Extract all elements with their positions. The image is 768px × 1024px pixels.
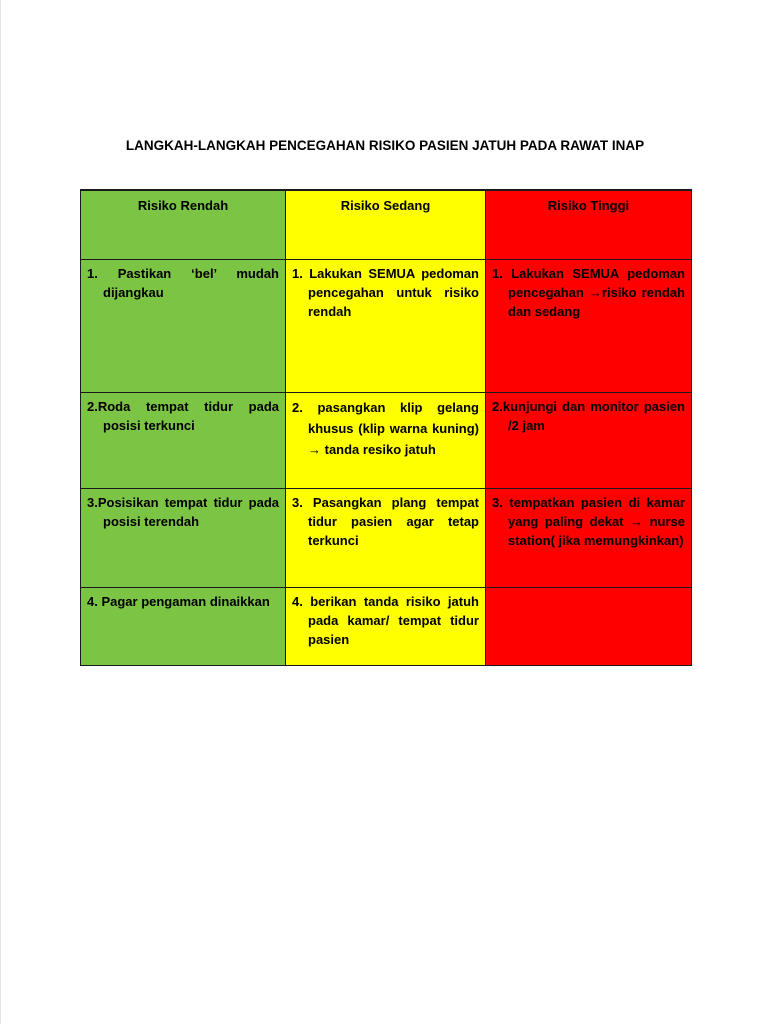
high-risk-step-1 [486, 259, 692, 392]
cell-text: 3. Pasangkan plang tempat tidur pasien agar tetap terkunci [292, 494, 479, 548]
cell-text: 3.Posisikan tempat tidur pada posisi terendah [87, 494, 279, 529]
table-row [81, 392, 692, 488]
low-risk-step-1 [81, 259, 286, 392]
header-medium-risk: Risiko Sedang [286, 190, 486, 259]
cell-text: 2.Roda tempat tidur pada posisi terkunci [87, 398, 279, 433]
table-row [81, 259, 692, 392]
document-title: LANGKAH-LANGKAH PENCEGAHAN RISIKO PASIEN JATUH PADA RAWAT INAP [125, 138, 645, 153]
header-low-risk: Risiko Rendah [81, 190, 286, 259]
fall-risk-table [80, 189, 692, 666]
table-row [81, 488, 692, 587]
low-risk-step-2 [81, 392, 286, 488]
cell-text: 4. berikan tanda risiko jatuh pada kamar/ tempat tidur pasien [292, 593, 479, 647]
low-risk-step-4 [81, 587, 286, 665]
cell-text: 1. Lakukan SEMUA pedoman pencegahan untuk risiko rendah [292, 265, 479, 319]
cell-text: 2.kunjungi dan monitor pasien /2 jam [492, 398, 685, 433]
cell-text: 1. Lakukan SEMUA pedoman pencegahan →risiko rendah dan sedang [492, 265, 685, 319]
table-row [81, 587, 692, 665]
high-risk-step-3 [486, 488, 692, 587]
low-risk-step-3 [81, 488, 286, 587]
medium-risk-step-1 [286, 259, 486, 392]
medium-risk-step-2 [286, 392, 486, 488]
cell-text: 4. Pagar pengaman dinaikkan [87, 593, 270, 609]
medium-risk-step-3 [286, 488, 486, 587]
table-header-row [81, 190, 692, 259]
header-high-risk: Risiko Tinggi [486, 190, 692, 259]
high-risk-step-4 [486, 587, 692, 665]
cell-text: 1. Pastikan ‘bel’ mudah dijangkau [87, 265, 279, 300]
cell-text: 3. tempatkan pasien di kamar yang paling dekat → nurse station( jika memungkinkan) [492, 494, 685, 548]
medium-risk-step-4 [286, 587, 486, 665]
cell-text: 2. pasangkan klip gelang khusus (klip warna kuning) → tanda resiko jatuh [292, 399, 479, 457]
high-risk-step-2 [486, 392, 692, 488]
